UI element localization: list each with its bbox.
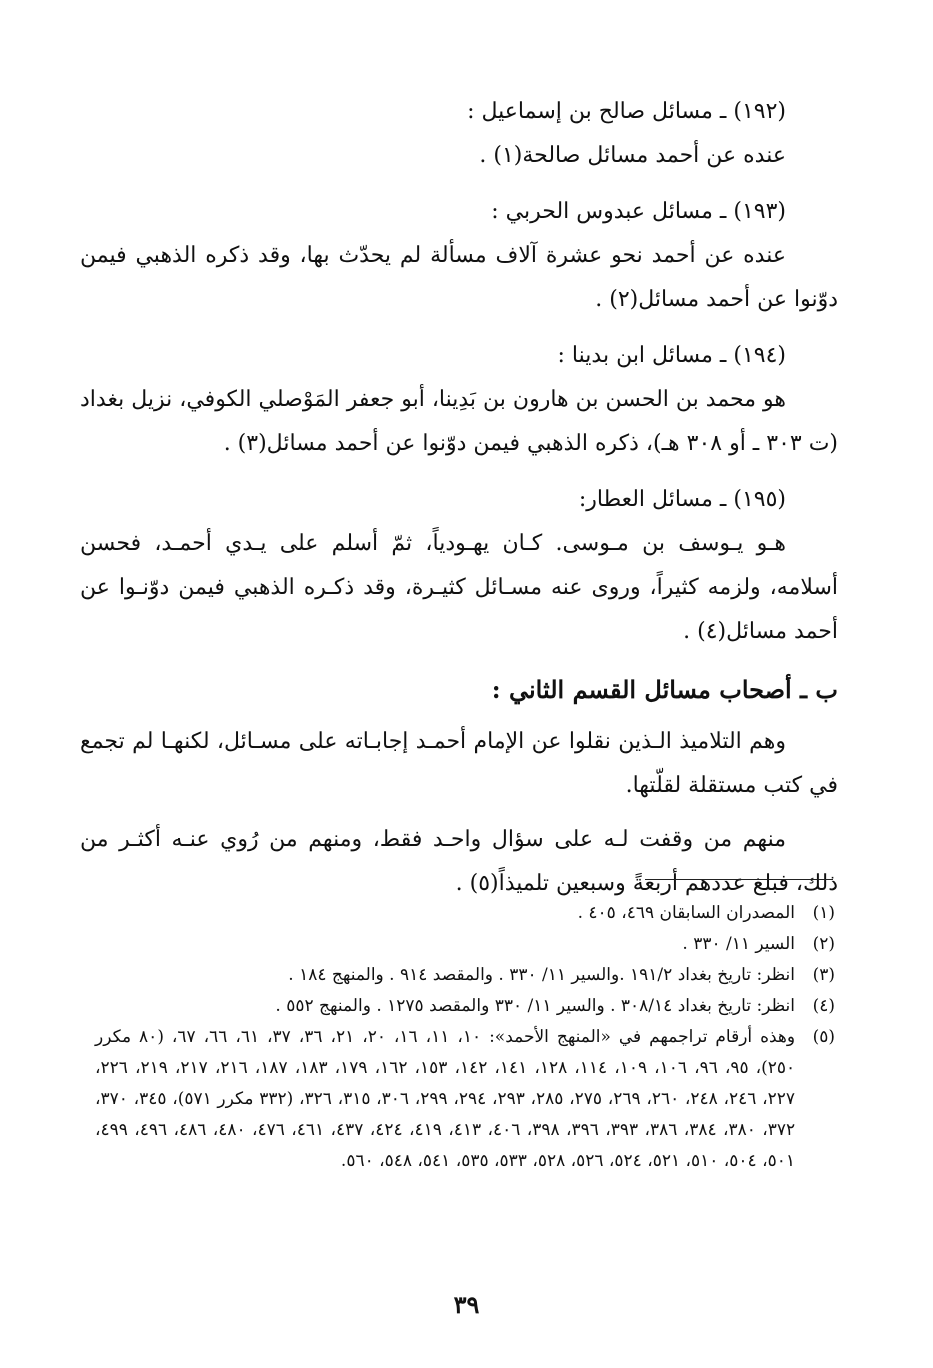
footnote-text: انظر: تاريخ بغداد ٣٠٨/١٤ . والسير ١١/ ٣٣٠ والمقصد ١٢٧٥ . والمنهج ٥٥٢ . (275, 996, 795, 1016)
entry-heading: (١٩٥) ـ مسائل العطار: (578, 487, 786, 512)
footnote-text: وهذه أرقام تراجمهم في «المنهج الأحمد»: ١٠، ١١، ١٦، ٢٠، ٢١، ٣٦، ٣٧، ٦١، ٦٦، ٦٧، (٨٠ مكرر ٢٥٠)، ٩٥، ٩٦، ١٠٦، ١٠٩، ١١٤، ١٢٨، ١٤١، ١٤٢، ١٥٣، ١٦٢، ١٧٩، ١٨٣، ١٨٧، ٢١٦، ٢١٧، ٢١٩، ٢٢٦، ٢٢٧، ٢٤٦، ٢٤٨، ٢٦٠، ٢٦٩، ٢٧٥، ٢٨٥، ٢٩٣، ٢٩٤، ٢٩٩، ٣٠٦، ٣١٥، ٣٢٦، (٣٣٢ مكرر ٥٧١)، ٣٤٥، ٣٧٠، ٣٧٢، ٣٨٠، ٣٨٤، ٣٨٦، ٣٩٣، ٣٩٦، ٣٩٨، ٤٠٦، ٤١٣، ٤١٩، ٤٢٤، ٤٣٧، ٤٦١، ٤٧٦، ٤٨٠، ٤٨٦، ٤٩٦، ٤٩٩، ٥٠١، ٥٠٤، ٥١٠، ٥٢١، ٥٢٤، ٥٢٦، ٥٢٨، ٥٣٣، ٥٣٥، ٥٤١، ٥٤٨، ٥٦٠. (95, 1027, 796, 1171)
page-number: ٣٩ (453, 1290, 480, 1319)
footnotes (95, 898, 835, 1177)
footnote (95, 929, 835, 960)
entry-194 (80, 334, 838, 466)
footnote-number: (٥) (812, 1027, 835, 1047)
entry-195 (80, 478, 838, 654)
entry-193 (80, 190, 838, 322)
footnote (95, 1022, 835, 1177)
entry-heading: (١٩٢) ـ مسائل صالح بن إسماعيل : (467, 99, 786, 124)
entry-heading: (١٩٤) ـ مسائل ابن بدينا : (557, 343, 786, 368)
footnote-number: (٣) (812, 965, 835, 985)
entry-text: هو محمد بن الحسن بن هارون بن بَدِينا، أبو جعفر المَوْصلي الكوفي، نزيل بغداد (ت ٣٠٣ ـ أو ٣٠٨ هـ)، ذكره الذهبي فيمن دوّنوا عن أحمد مسائل(٣) . (80, 387, 838, 456)
footnote (95, 991, 835, 1022)
main-text (80, 90, 838, 916)
footnote (95, 960, 835, 991)
entry-text: عنده عن أحمد مسائل صالحة(١) . (479, 143, 786, 168)
section-paragraph: منهم من وقفت لـه على سؤال واحـد فقط، ومنهم من رُوي عنـه أكثـر من ذلك، فبلغ عددهم أربعةً وسبعين تلميذاً(٥) . (80, 827, 838, 896)
entry-text: هـو يـوسف بن مـوسى. كـان يهـودياً، ثمّ أسلم على يـدي أحمـد، فحسن أسلامه، ولزمه كثيراً، وروى عنه مسـائل كثيـرة، وقد ذكـره الذهبي فيمن دوّنـوا عن أحمد مسائل(٤) . (80, 531, 838, 644)
entry-192 (80, 90, 838, 178)
footnote-number: (٢) (812, 934, 835, 954)
footnote-number: (٤) (812, 996, 835, 1016)
footnote (95, 898, 835, 929)
section-paragraph: وهم التلاميذ الـذين نقلوا عن الإمام أحمـد إجابـاته على مسـائل، لكنهـا لم تجمع في كتب مستقلة لقلّتها. (80, 729, 838, 798)
footnote-number: (١) (812, 903, 835, 923)
section-title: ب ـ أصحاب مسائل القسم الثاني : (491, 675, 838, 704)
footnote-divider (645, 879, 833, 880)
entry-text: عنده عن أحمد نحو عشرة آلاف مسألة لم يحدّث بها، وقد ذكره الذهبي فيمن دوّنوا عن أحمد مسائل(٢) . (80, 243, 838, 312)
footnote-text: انظر: تاريخ بغداد ١٩١/٢ .والسير ١١/ ٣٣٠ . والمقصد ٩١٤ . والمنهج ١٨٤ . (288, 965, 795, 985)
footnote-text: المصدران السابقان ٤٦٩، ٤٠٥ . (577, 903, 795, 923)
entry-heading: (١٩٣) ـ مسائل عبدوس الحربي : (491, 199, 786, 224)
footnote-text: السير ١١/ ٣٣٠ . (682, 934, 795, 954)
